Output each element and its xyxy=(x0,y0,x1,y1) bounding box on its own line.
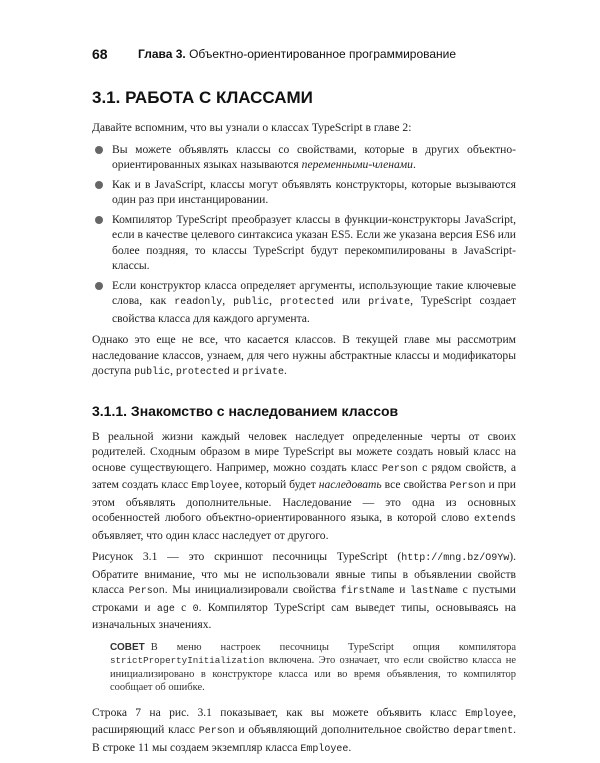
chapter-label: Глава 3. xyxy=(138,47,186,61)
bullet-list xyxy=(92,142,516,327)
paragraph-figure-ref: Рисунок 3.1 — это скриншот песочницы TypeScript (http://mng.bz/O9Yw). Обратите внимание, что мы не использовали явные типы в объявлении свойств класса Person. Мы инициализировали свойства firstName и lastName с пустыми строками и age с 0. Компилятор TypeScript сам выведет типы, основываясь на изначальных значениях. xyxy=(92,550,516,631)
list-item: Если конструктор класса определяет аргументы, использующие такие ключевые слова, как readonly, public, protected или private, TypeScript создает свойства класса для каждого аргумента. xyxy=(92,278,516,327)
list-item: Как и в JavaScript, классы могут объявлять конструкторы, которые вызываются один раз при инстанцировании. xyxy=(92,177,516,208)
page-number: 68 xyxy=(92,46,108,62)
section-intro: Давайте вспомним, что вы узнали о классах TypeScript в главе 2: xyxy=(92,121,412,134)
page-content xyxy=(92,88,516,763)
list-item: Компилятор TypeScript преобразует классы в функции-конструкторы JavaScript, если в качестве целевого синтаксиса указан ES5. Если же указана версия ES6 или более поздняя, то классы TypeScript будут перекомпилированы в JavaScript-классы. xyxy=(92,212,516,274)
paragraph-inheritance: В реальной жизни каждый человек наследует определенные черты от своих родителей. Сходным образом в мире TypeScript вы можете создать новый класс на основе существующего. Например, можно создать класс Person с рядом свойств, а затем создать класс Employee, который будет наследовать все свойства Person и при этом объявлять дополнительные. Наследование — это одна из основных особенностей любого объектно-ориентированного языка, в которой слово extends объявляет, что один класс наследует от другого. xyxy=(92,429,516,542)
chapter-title xyxy=(138,47,456,61)
list-item: Вы можете объявлять классы со свойствами, которые в других объектно-ориентированных языках называются переменными-членами. xyxy=(92,142,516,173)
tip-label: СОВЕТ xyxy=(110,641,145,653)
section-heading: 3.1. РАБОТА С КЛАССАМИ xyxy=(92,88,313,107)
bullet-icon xyxy=(95,282,103,290)
section-outro: Однако это еще не все, что касается классов. В текущей главе мы рассмотрим наследование классов, узнаем, для чего нужны абстрактные классы и модификаторы доступа public, protected и private. xyxy=(92,333,516,378)
paragraph-employee: Строка 7 на рис. 3.1 показывает, как вы можете объявить класс Employee, расширяющий класс Person и объявляющий дополнительное свойство department. В строке 11 мы создаем экземпляр класса Employee. xyxy=(92,705,516,755)
subsection-heading: 3.1.1. Знакомство с наследованием классов xyxy=(92,402,399,419)
chapter-name: Объектно-ориентированное программирование xyxy=(189,47,457,61)
playground-link[interactable]: http://mng.bz/O9Yw xyxy=(401,553,510,564)
bullet-icon xyxy=(95,181,103,189)
bullet-icon xyxy=(95,216,103,224)
bullet-icon xyxy=(95,146,103,154)
running-header xyxy=(92,46,560,68)
tip-box: СОВЕТ В меню настроек песочницы TypeScript опция компилятора strictPropertyInitialization включена. Это означает, что если свойство класса не инициализировано в конструкторе класса или во время объявления, то компилятор сообщает об ошибке. xyxy=(110,641,516,693)
